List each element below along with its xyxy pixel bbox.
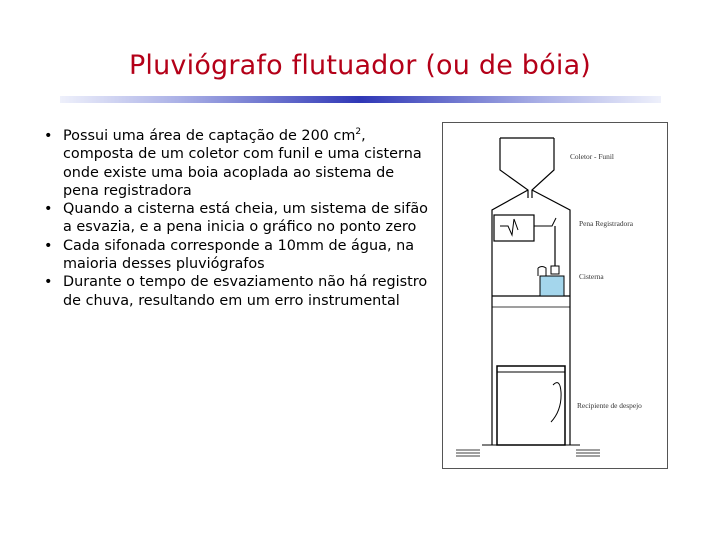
- bullet-list: [44, 127, 429, 310]
- bullet-item-area: [44, 127, 429, 200]
- label-pena-registradora: Pena Registradora: [579, 219, 633, 228]
- diagram-svg: [442, 122, 668, 469]
- label-coletor-funil: Coletor - Funil: [570, 152, 614, 161]
- slide-title: Pluviógrafo flutuador (ou de bóia): [128, 50, 592, 81]
- title-divider: [60, 96, 661, 103]
- float: [551, 266, 559, 274]
- bullet-text: Possui uma área de captação de 200 cm: [63, 128, 356, 144]
- superscript: 2: [355, 127, 362, 137]
- label-cisterna: Cisterna: [579, 272, 604, 281]
- bullet-item-erro: • Durante o tempo de esvaziamento não há registro de chuva, resultando em um erro instrumental: [44, 273, 429, 310]
- pluviograph-diagram: [442, 122, 668, 469]
- bullet-item-sifonada: • Cada sifonada corresponde a 10mm de água, na maioria desses pluviógrafos: [44, 237, 429, 274]
- label-recipiente: Recipiente de despejo: [577, 401, 642, 410]
- bullet-text: , composta de um coletor com funil e uma cisterna onde existe uma boia acoplada ao sistema de pena registradora: [63, 128, 422, 199]
- bullet-item-sifao: • Quando a cisterna está cheia, um sistema de sifão a esvazia, e a pena inicia o gráfico no ponto zero: [44, 200, 429, 237]
- cistern-tank: [540, 276, 564, 296]
